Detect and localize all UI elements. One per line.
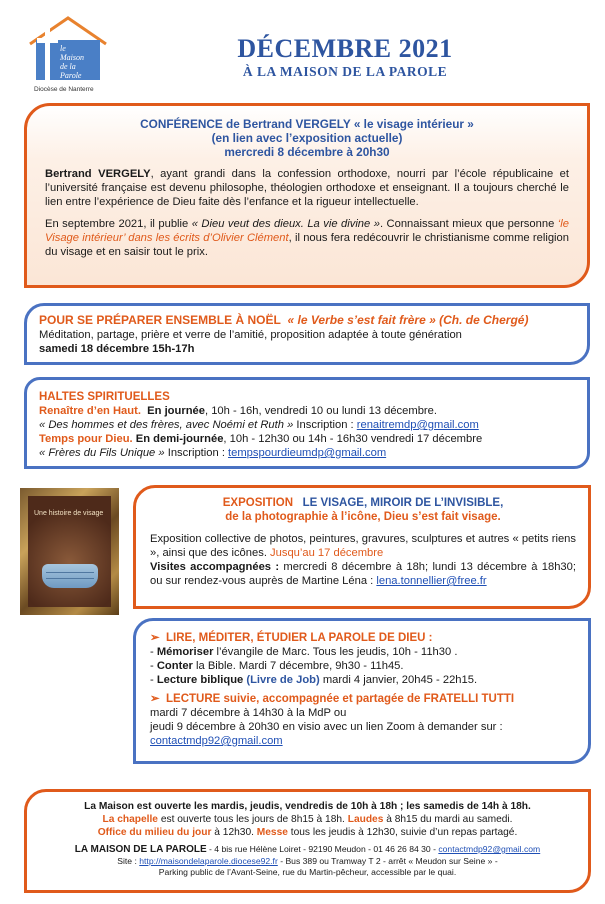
lire-item-3-text: mardi 4 janvier, 20h45 - 22h15. — [319, 674, 478, 686]
messe-label: Messe — [256, 827, 288, 838]
address-text: - 4 bis rue Hélène Loiret - 92190 Meudon - 01 46 26 84 30 - — [206, 844, 439, 854]
conference-p2-a: En septembre 2021, il publie — [45, 218, 192, 230]
book-title: « Dieu veut des dieux. La vie divine » — [191, 218, 380, 230]
logo-text-3: de la — [60, 62, 76, 71]
exposition-desc-text: Exposition collective de photos, peintures, gravures, sculptures et autres « petits riens », ainsi que des icônes. — [150, 533, 576, 559]
exposition-box — [133, 485, 591, 609]
conference-subtitle: (en lien avec l’exposition actuelle) — [211, 131, 403, 145]
address — [37, 844, 578, 856]
conference-title: CONFÉRENCE de Bertrand VERGELY « le visage intérieur » — [140, 117, 474, 131]
halte-2-type: En demi-journée — [135, 433, 224, 445]
arrow-right-icon: ➢ — [150, 693, 160, 705]
chapel-label: La chapelle — [102, 814, 158, 825]
halte-1-when: , 10h - 16h, vendredi 10 ou lundi 13 décembre. — [204, 405, 437, 417]
lire-item-1-text: l’évangile de Marc. Tous les jeudis, 10h - 11h30 . — [213, 646, 458, 658]
lire-item-2-text: la Bible. Mardi 7 décembre, 9h30 - 11h45. — [192, 660, 404, 672]
lecture-line-1: mardi 7 décembre à 14h30 à la MdP ou — [150, 707, 347, 719]
lire-title-text: LIRE, MÉDITER, ÉTUDIER LA PAROLE DE DIEU : — [166, 632, 433, 644]
parking-line: Parking public de l’Avant-Seine, rue du Martin-pêcheur, accessible par le quai. — [158, 867, 457, 877]
exposition-description — [150, 532, 576, 560]
messe-text: tous les jeudis à 12h30, suivie d’un repas partagé. — [287, 827, 518, 838]
page-subtitle: À LA MAISON DE LA PAROLE — [242, 64, 448, 79]
exposition-email-link[interactable]: lena.tonnellier@free.fr — [376, 575, 487, 587]
halte-2-theme: « Frères du Fils Unique » — [39, 447, 165, 459]
conference-p2-b: . Connaissant mieux que personne — [379, 218, 558, 230]
noel-title-quote: « le Verbe s’est fait frère » (Ch. de Chergé) — [287, 313, 529, 327]
lire-box — [133, 618, 591, 764]
exposition-title — [150, 496, 576, 510]
lire-item-3-book: (Livre de Job) — [243, 674, 320, 686]
mask-icon — [42, 564, 98, 588]
lecture-email-link[interactable]: contactmdp92@gmail.com — [150, 735, 283, 747]
logo-text-1: le — [60, 44, 66, 53]
haltes-row-1 — [39, 404, 575, 418]
noel-description: Méditation, partage, prière et verre de l’amitié, proposition adaptée à toute génération — [39, 329, 462, 341]
halte-1-email-link[interactable]: renaitremdp@gmail.com — [356, 419, 479, 431]
visits-label: Visites accompagnées : — [150, 561, 280, 573]
lecture-title — [150, 692, 576, 706]
haltes-row-4 — [39, 446, 575, 460]
lire-item-3-name: Lecture biblique — [156, 674, 244, 686]
conference-p2-c: , il nous fera redécouvrir le christianisme comme religion du visage et en saisir tout le prix. — [45, 232, 569, 258]
exposition-title-a: EXPOSITION — [222, 497, 294, 509]
conference-paragraph-1 — [45, 167, 569, 209]
laudes-text: à 8h15 du mardi au samedi. — [383, 814, 513, 825]
site-label: Site : — [117, 855, 140, 866]
painting-label: Une histoire de visage — [34, 510, 104, 517]
halte-2-inscription: Inscription : — [164, 447, 229, 459]
noel-title — [39, 313, 575, 328]
logo — [26, 14, 116, 94]
halte-1-theme: « Des hommes et des frères, avec Noémi et Ruth » — [39, 419, 294, 431]
haltes-row-2 — [39, 418, 575, 432]
lire-item-3: - Lecture biblique (Livre de Job) mardi 4 janvier, 20h45 - 22h15. — [150, 674, 478, 686]
conference-box — [24, 103, 590, 288]
exposition-visits — [150, 560, 576, 588]
haltes-row-3 — [39, 432, 575, 446]
lire-item-2-name: Conter — [156, 660, 193, 672]
noel-date: samedi 18 décembre 15h-17h — [39, 343, 195, 355]
noel-box — [24, 303, 590, 365]
halte-2-email-link[interactable]: tempspourdieumdp@gmail.com — [228, 447, 387, 459]
exhibition-painting — [20, 488, 119, 615]
speaker-name: Bertrand VERGELY — [45, 168, 151, 180]
painting-canvas — [28, 496, 111, 607]
logo-diocese: Diocèse de Nanterre — [34, 86, 94, 93]
noel-title-main: POUR SE PRÉPARER ENSEMBLE À NOËL — [39, 313, 281, 327]
lire-title — [150, 631, 576, 645]
haltes-box — [24, 377, 590, 469]
footer-box — [24, 789, 591, 893]
conference-p1-text: , ayant grandi dans la confession orthodoxe, nourri par l’école républicaine et l’université française est devenu philosophe, théologien orthodoxe et enseignant. Il a toujours cherché le lien entre l’expérience de Dieu faite dès l’enfance et la rigueur intellectuelle. — [45, 168, 570, 208]
arrow-right-icon: ➢ — [150, 632, 160, 644]
lire-item-1-name: Mémoriser — [156, 646, 214, 658]
visits-text: mercredi 8 décembre à 18h; lundi 13 décembre à 18h30; ou sur rendez-vous auprès de Martine Léna : — [150, 561, 576, 587]
address-name: LA MAISON DE LA PAROLE — [74, 844, 207, 855]
opening-hours: La Maison est ouverte les mardis, jeudis, vendredis de 10h à 18h ; les samedis de 14h à 18h. — [84, 801, 531, 812]
site-line — [37, 856, 578, 868]
office-text: à 12h30. — [211, 827, 257, 838]
exposition-title-b: LE VISAGE, MIROIR DE L’INVISIBLE, — [302, 497, 504, 509]
page-title: DÉCEMBRE 2021 — [237, 34, 453, 63]
halte-1-name: Renaître d’en Haut. — [39, 405, 141, 417]
halte-2-when: , 10h - 12h30 ou 14h - 16h30 vendredi 17 décembre — [223, 433, 483, 445]
halte-2-name: Temps pour Dieu. — [39, 433, 133, 445]
lecture-title-text: LECTURE suivie, accompagnée et partagée de FRATELLI TUTTI — [166, 693, 515, 705]
chapel-text: est ouverte tous les jours de 8h15 à 18h. — [157, 814, 348, 825]
conference-highlight: ‘le Visage intérieur’ dans les écrits d’Olivier Clément — [45, 218, 569, 244]
logo-text-2: Maison — [60, 53, 84, 62]
chapel-hours — [37, 813, 578, 826]
conference-date: mercredi 8 décembre à 20h30 — [224, 145, 390, 159]
laudes-label: Laudes — [347, 814, 384, 825]
halte-1-inscription: Inscription : — [293, 419, 357, 431]
footer-email-link[interactable]: contactmdp92@gmail.com — [438, 844, 541, 854]
office-hours — [37, 826, 578, 839]
site-link[interactable]: http://maisondelaparole.diocese92.fr — [139, 855, 278, 866]
exposition-subtitle: de la photographie à l’icône, Dieu s’est fait visage. — [225, 511, 501, 523]
haltes-title: HALTES SPIRITUELLES — [39, 391, 170, 403]
lire-item-1: - Mémoriser l’évangile de Marc. Tous les jeudis, 10h - 11h30 . — [150, 646, 458, 658]
logo-text-4: Parole — [60, 71, 82, 80]
lire-item-2: - Conter la Bible. Mardi 7 décembre, 9h30 - 11h45. — [150, 660, 404, 672]
lecture-line-2: jeudi 9 décembre à 20h30 en visio avec un lien Zoom à demander sur : — [150, 721, 503, 733]
site-text: - Bus 389 ou Tramway T 2 - arrêt « Meudon sur Seine » - — [277, 855, 498, 866]
office-label: Office du milieu du jour — [97, 827, 212, 838]
conference-paragraph-2 — [45, 217, 569, 259]
halte-1-type: En journée — [147, 405, 205, 417]
exposition-until: Jusqu’au 17 décembre — [270, 547, 384, 559]
